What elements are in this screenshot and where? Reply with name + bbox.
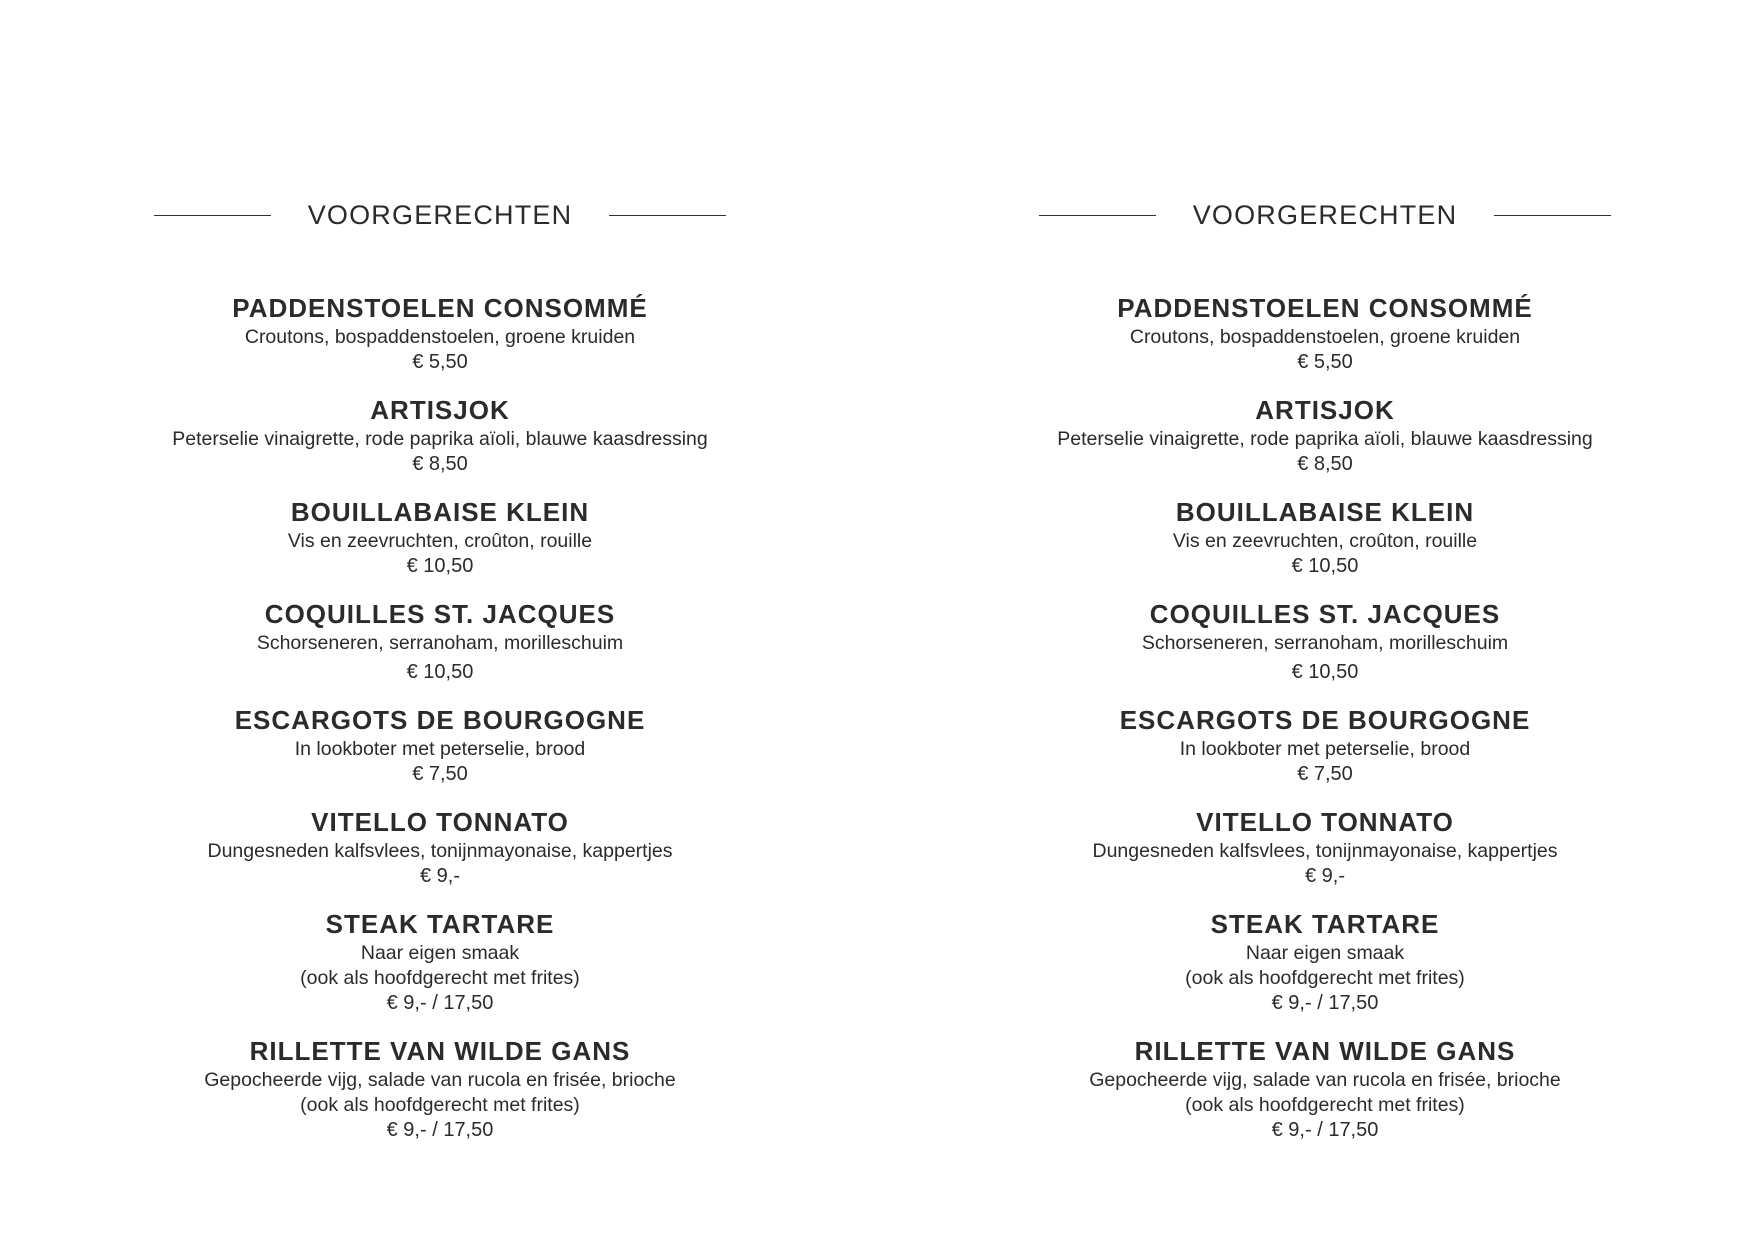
item-description: Schorseneren, serranoham, morilleschuim [1141, 632, 1509, 654]
item-price: € 7,50 [412, 763, 468, 785]
item-name: STEAK TARTARE [1210, 909, 1440, 939]
header-rule-left [154, 215, 271, 216]
item-description: Vis en zeevruchten, croûton, rouille [287, 530, 593, 552]
menu-column-left [130, 195, 750, 1161]
item-description: Naar eigen smaak [360, 942, 520, 964]
item-price: € 10,50 [1291, 555, 1359, 577]
item-name: PADDENSTOELEN CONSOMMÉ [232, 293, 648, 323]
menu-item [130, 703, 750, 787]
item-description: Gepocheerde vijg, salade van rucola en frisée, brioche [1089, 1069, 1561, 1091]
menu-item [130, 805, 750, 889]
menu-item [1015, 393, 1635, 477]
item-name: COQUILLES ST. JACQUES [264, 599, 616, 629]
item-description: In lookboter met peterselie, brood [294, 738, 586, 760]
item-name: VITELLO TONNATO [311, 807, 569, 837]
item-name: RILLETTE VAN WILDE GANS [1134, 1036, 1516, 1066]
item-name: ESCARGOTS DE BOURGOGNE [234, 705, 646, 735]
item-note: (ook als hoofdgerecht met frites) [300, 1094, 580, 1116]
item-description: Peterselie vinaigrette, rode paprika aïoli, blauwe kaasdressing [1057, 428, 1593, 450]
header-rule-right [609, 215, 726, 216]
item-price: € 7,50 [1297, 763, 1353, 785]
item-name: BOUILLABAISE KLEIN [1175, 497, 1475, 527]
item-name: RILLETTE VAN WILDE GANS [249, 1036, 631, 1066]
menu-item [130, 597, 750, 685]
menu-item [130, 393, 750, 477]
menu-items [130, 291, 750, 1143]
item-price: € 10,50 [406, 661, 474, 683]
menu-item [1015, 907, 1635, 1016]
item-note: (ook als hoofdgerecht met frites) [1185, 967, 1465, 989]
menu-item [1015, 291, 1635, 375]
section-title: VOORGERECHTEN [1192, 199, 1458, 230]
item-price: € 10,50 [406, 555, 474, 577]
item-description: Peterselie vinaigrette, rode paprika aïoli, blauwe kaasdressing [172, 428, 708, 450]
menu-item [130, 495, 750, 579]
item-name: PADDENSTOELEN CONSOMMÉ [1117, 293, 1533, 323]
item-description: In lookboter met peterselie, brood [1179, 738, 1471, 760]
menu-column-right [1015, 195, 1635, 1161]
item-name: STEAK TARTARE [325, 909, 555, 939]
item-name: ARTISJOK [370, 395, 510, 425]
item-name: BOUILLABAISE KLEIN [290, 497, 590, 527]
item-price: € 9,- [419, 865, 461, 887]
menu-item [1015, 495, 1635, 579]
item-name: VITELLO TONNATO [1196, 807, 1454, 837]
item-description: Croutons, bospaddenstoelen, groene kruiden [244, 326, 636, 348]
item-price: € 9,- / 17,50 [1271, 1119, 1379, 1141]
menu-item [1015, 805, 1635, 889]
menu-item [1015, 597, 1635, 685]
item-price: € 9,- / 17,50 [1271, 992, 1379, 1014]
item-name: ESCARGOTS DE BOURGOGNE [1119, 705, 1531, 735]
item-description: Croutons, bospaddenstoelen, groene kruiden [1129, 326, 1521, 348]
item-price: € 8,50 [412, 453, 468, 475]
item-price: € 8,50 [1297, 453, 1353, 475]
item-description: Vis en zeevruchten, croûton, rouille [1172, 530, 1478, 552]
section-header [130, 195, 750, 235]
item-name: COQUILLES ST. JACQUES [1149, 599, 1501, 629]
item-price: € 9,- [1304, 865, 1346, 887]
section-title: VOORGERECHTEN [307, 199, 573, 230]
item-description: Dungesneden kalfsvlees, tonijnmayonaise, kappertjes [207, 840, 673, 862]
item-price: € 5,50 [1297, 351, 1353, 373]
item-price: € 10,50 [1291, 661, 1359, 683]
header-rule-right [1494, 215, 1611, 216]
item-note: (ook als hoofdgerecht met frites) [300, 967, 580, 989]
item-name: ARTISJOK [1255, 395, 1395, 425]
section-header [1015, 195, 1635, 235]
item-description: Schorseneren, serranoham, morilleschuim [256, 632, 624, 654]
header-rule-left [1039, 215, 1156, 216]
item-description: Dungesneden kalfsvlees, tonijnmayonaise, kappertjes [1092, 840, 1558, 862]
menu-item [130, 907, 750, 1016]
menu-item [130, 291, 750, 375]
menu-item [1015, 703, 1635, 787]
item-description: Naar eigen smaak [1245, 942, 1405, 964]
item-note: (ook als hoofdgerecht met frites) [1185, 1094, 1465, 1116]
item-price: € 9,- / 17,50 [386, 1119, 494, 1141]
menu-item [130, 1034, 750, 1143]
menu-item [1015, 1034, 1635, 1143]
item-price: € 9,- / 17,50 [386, 992, 494, 1014]
item-price: € 5,50 [412, 351, 468, 373]
item-description: Gepocheerde vijg, salade van rucola en frisée, brioche [204, 1069, 676, 1091]
menu-items [1015, 291, 1635, 1143]
